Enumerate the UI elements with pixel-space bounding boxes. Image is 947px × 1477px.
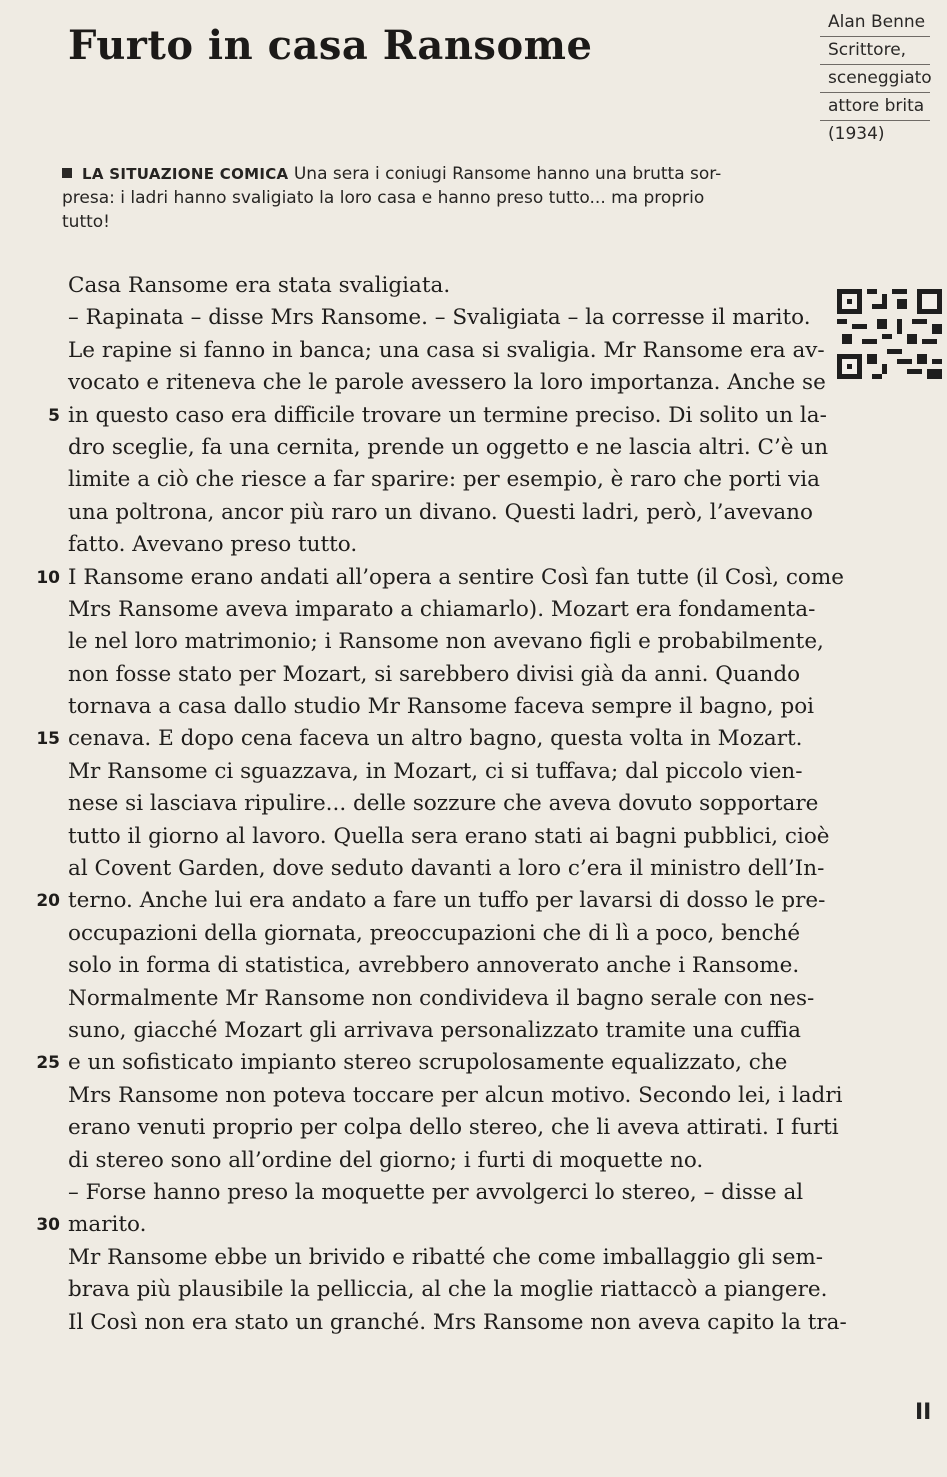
text-line — [0, 1145, 927, 1177]
text-line — [0, 853, 927, 885]
line-text: limite a ciò che riesce a far sparire: per esempio, è raro che porti via — [68, 467, 820, 493]
text-line — [0, 1080, 927, 1112]
text-line — [0, 659, 927, 691]
text-line — [0, 885, 927, 917]
line-text: – Forse hanno preso la moquette per avvolgerci lo stereo, – disse al — [68, 1179, 804, 1205]
text-line — [0, 400, 927, 432]
text-line — [0, 270, 927, 302]
text-line — [0, 1242, 927, 1274]
text-line — [0, 788, 927, 820]
line-text: tornava a casa dallo studio Mr Ransome faceva sempre il bagno, poi — [68, 694, 815, 720]
text-line — [0, 756, 927, 788]
text-line — [0, 497, 927, 529]
line-text: Il Così non era stato un granché. Mrs Ransome non aveva capito la tra- — [68, 1309, 847, 1335]
text-line — [0, 1015, 927, 1047]
line-text: Mrs Ransome non poteva toccare per alcun motivo. Secondo lei, i ladri — [68, 1082, 843, 1108]
intro-line-text: Una sera i coniugi Ransome hanno una brutta sor- — [293, 164, 722, 184]
line-number: 15 — [36, 729, 60, 750]
author-role-line: attore brita — [820, 92, 930, 119]
intro-line — [62, 162, 802, 186]
author-box — [820, 10, 930, 147]
line-text: Normalmente Mr Ransome non condivideva il bagno serale con nes- — [68, 985, 815, 1011]
text-line — [0, 1177, 927, 1209]
text-line — [0, 950, 927, 982]
author-role-line: Scrittore, — [820, 36, 930, 63]
line-number: 30 — [36, 1215, 60, 1236]
author-name: Alan Benne — [828, 12, 926, 32]
text-line — [0, 1047, 927, 1079]
line-text: suno, giacché Mozart gli arrivava personalizzato tramite una cuffia — [68, 1017, 801, 1043]
line-text: Mrs Ransome aveva imparato a chiamarlo). Mozart era fondamenta- — [68, 596, 816, 622]
text-line — [0, 529, 927, 561]
line-text: – Rapinata – disse Mrs Ransome. – Svaligiata – la corresse il marito. — [68, 305, 811, 331]
line-text: Casa Ransome era stata svaligiata. — [68, 273, 451, 298]
line-text: I Ransome erano andati all’opera a sentire Così fan tutte (il Così, come — [68, 564, 844, 590]
text-line — [0, 1209, 927, 1241]
line-text: le nel loro matrimonio; i Ransome non avevano figli e probabilmente, — [68, 629, 824, 655]
text-line — [0, 1112, 927, 1144]
text-line — [0, 367, 927, 399]
page-marker: II — [915, 1400, 932, 1425]
line-text: erano venuti proprio per colpa dello stereo, che li aveva attirati. I furti — [68, 1115, 839, 1141]
line-number: 10 — [36, 567, 60, 588]
author-year: (1934) — [820, 120, 930, 147]
text-line — [0, 918, 927, 950]
line-number: 5 — [48, 405, 60, 426]
text-line — [0, 821, 927, 853]
line-text: di stereo sono all’ordine del giorno; i furti di moquette no. — [68, 1147, 704, 1173]
intro-heading: LA SITUAZIONE COMICA — [82, 165, 289, 183]
text-line — [0, 723, 927, 755]
text-line — [0, 562, 927, 594]
text-line — [0, 432, 927, 464]
line-text: non fosse stato per Mozart, si sarebbero divisi già da anni. Quando — [68, 661, 801, 687]
line-text: vocato e riteneva che le parole avessero la loro importanza. Anche se — [68, 370, 826, 396]
line-text: solo in forma di statistica, avrebbero annoverato anche i Ransome. — [68, 953, 800, 979]
line-text: cenava. E dopo cena faceva un altro bagno, questa volta in Mozart. — [68, 726, 803, 752]
page-title: Furto in casa Ransome — [68, 22, 593, 69]
line-text: fatto. Avevano preso tutto. — [68, 532, 358, 558]
square-bullet-icon — [62, 168, 72, 178]
main-text — [0, 270, 927, 1339]
line-text: dro sceglie, fa una cernita, prende un oggetto e ne lascia altri. C’è un — [68, 434, 829, 460]
line-text: al Covent Garden, dove seduto davanti a loro c’era il ministro dell’In- — [68, 856, 825, 882]
intro-line: presa: i ladri hanno svaligiato la loro casa e hanno preso tutto... ma proprio — [62, 188, 705, 208]
line-text: Mr Ransome ebbe un brivido e ribatté che come imballaggio gli sem- — [68, 1244, 824, 1270]
line-text: nese si lasciava ripulire... delle sozzure che aveva dovuto sopportare — [68, 791, 819, 817]
line-number: 20 — [36, 891, 60, 912]
line-text: tutto il giorno al lavoro. Quella sera erano stati ai bagni pubblici, cioè — [68, 823, 830, 849]
line-text: Le rapine si fanno in banca; una casa si svaligia. Mr Ransome era av- — [68, 337, 825, 363]
line-text: Mr Ransome ci sguazzava, in Mozart, ci si tuffava; dal piccolo vien- — [68, 758, 803, 784]
line-text: in questo caso era difficile trovare un termine preciso. Di solito un la- — [68, 402, 827, 428]
intro-line: tutto! — [62, 212, 110, 232]
line-text: terno. Anche lui era andato a fare un tuffo per lavarsi di dosso le pre- — [68, 888, 826, 914]
author-role-line: sceneggiato — [820, 64, 930, 91]
intro-box — [62, 162, 802, 234]
line-text: marito. — [68, 1212, 147, 1238]
line-text: e un sofisticato impianto stereo scrupolosamente equalizzato, che — [68, 1050, 788, 1076]
text-line — [0, 983, 927, 1015]
line-text: brava più plausibile la pelliccia, al che la moglie riattaccò a piangere. — [68, 1277, 828, 1303]
line-text: una poltrona, ancor più raro un divano. Questi ladri, però, l’avevano — [68, 499, 813, 525]
text-line — [0, 691, 927, 723]
line-number: 25 — [36, 1053, 60, 1074]
text-line — [0, 1274, 927, 1306]
text-line — [0, 302, 927, 334]
text-line — [0, 626, 927, 658]
text-line — [0, 335, 927, 367]
line-text: occupazioni della giornata, preoccupazioni che di lì a poco, benché — [68, 920, 801, 946]
text-line — [0, 1307, 927, 1339]
text-line — [0, 594, 927, 626]
text-line — [0, 464, 927, 496]
